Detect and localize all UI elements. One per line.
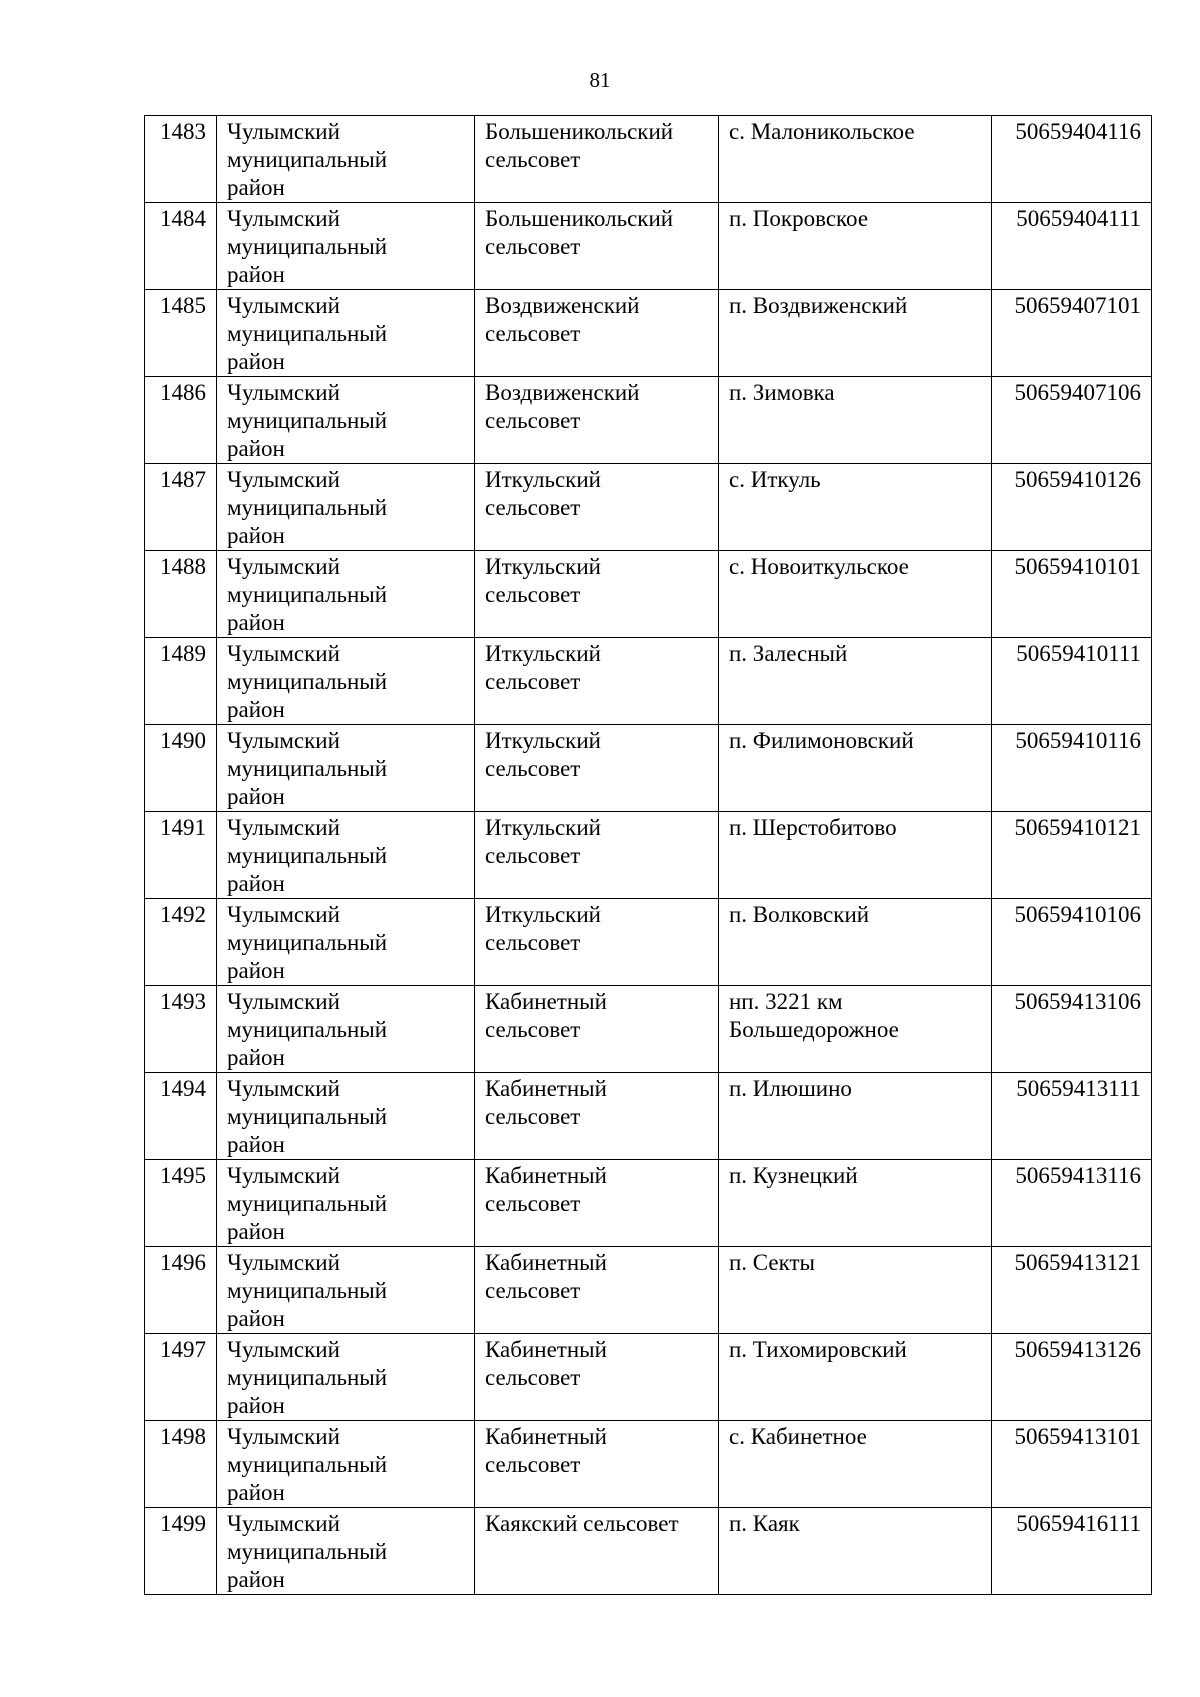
table-row [145, 1160, 1152, 1247]
council-cell [475, 1421, 719, 1508]
council-cell [475, 377, 719, 464]
district-cell [217, 1160, 475, 1247]
district-cell-text: Чулымский муниципальный район [227, 119, 388, 200]
council-cell [475, 986, 719, 1073]
council-cell [475, 638, 719, 725]
settlement-cell-text: п. Воздвиженский [729, 293, 908, 318]
oktmo-code-cell-text: 50659410101 [1014, 554, 1141, 579]
council-cell [475, 1508, 719, 1595]
settlement-cell-text: с. Новоиткульское [729, 554, 909, 579]
row-number-cell [145, 638, 217, 725]
settlement-cell-text: с. Иткуль [729, 467, 821, 492]
oktmo-code-cell [992, 1247, 1152, 1334]
settlements-table [144, 115, 1152, 1595]
row-number-cell [145, 899, 217, 986]
oktmo-code-cell [992, 1334, 1152, 1421]
district-cell [217, 1421, 475, 1508]
settlement-cell [719, 290, 992, 377]
oktmo-code-cell-text: 50659410121 [1014, 815, 1141, 840]
council-cell-text: Иткульский сельсовет [485, 467, 601, 520]
row-number-cell [145, 1073, 217, 1160]
settlement-cell [719, 377, 992, 464]
row-number-cell-text: 1497 [160, 1337, 206, 1362]
settlement-cell [719, 1508, 992, 1595]
oktmo-code-cell [992, 812, 1152, 899]
row-number-cell-text: 1483 [160, 119, 206, 144]
row-number-cell [145, 1508, 217, 1595]
table-row [145, 203, 1152, 290]
row-number-cell [145, 1247, 217, 1334]
page-number: 81 [589, 68, 611, 92]
council-cell-text: Иткульский сельсовет [485, 641, 601, 694]
district-cell [217, 1073, 475, 1160]
oktmo-code-cell [992, 464, 1152, 551]
district-cell-text: Чулымский муниципальный район [227, 641, 388, 722]
settlement-cell [719, 1334, 992, 1421]
council-cell-text: Каякский сельсовет [485, 1511, 679, 1536]
row-number-cell [145, 1421, 217, 1508]
row-number-cell [145, 1160, 217, 1247]
oktmo-code-cell [992, 638, 1152, 725]
district-cell-text: Чулымский муниципальный район [227, 728, 388, 809]
oktmo-code-cell [992, 551, 1152, 638]
council-cell-text: Иткульский сельсовет [485, 728, 601, 781]
settlement-cell [719, 203, 992, 290]
row-number-cell-text: 1489 [160, 641, 206, 666]
district-cell-text: Чулымский муниципальный район [227, 1250, 388, 1331]
settlement-cell [719, 116, 992, 203]
district-cell-text: Чулымский муниципальный район [227, 380, 388, 461]
council-cell [475, 551, 719, 638]
row-number-cell-text: 1486 [160, 380, 206, 405]
oktmo-code-cell [992, 377, 1152, 464]
table-row [145, 551, 1152, 638]
district-cell-text: Чулымский муниципальный район [227, 206, 388, 287]
council-cell [475, 290, 719, 377]
table-row [145, 1334, 1152, 1421]
settlement-cell-text: п. Зимовка [729, 380, 835, 405]
oktmo-code-cell [992, 725, 1152, 812]
row-number-cell [145, 290, 217, 377]
council-cell-text: Иткульский сельсовет [485, 554, 601, 607]
settlement-cell-text: п. Тихомировский [729, 1337, 907, 1362]
table-row [145, 899, 1152, 986]
settlement-cell [719, 1073, 992, 1160]
table-row [145, 638, 1152, 725]
settlement-cell [719, 812, 992, 899]
council-cell [475, 1160, 719, 1247]
council-cell-text: Кабинетный сельсовет [485, 989, 607, 1042]
council-cell-text: Большеникольский сельсовет [485, 119, 674, 172]
row-number-cell-text: 1496 [160, 1250, 206, 1275]
table-row [145, 1421, 1152, 1508]
council-cell-text: Иткульский сельсовет [485, 902, 601, 955]
settlement-cell-text: п. Шерстобитово [729, 815, 897, 840]
oktmo-code-cell [992, 203, 1152, 290]
row-number-cell [145, 551, 217, 638]
table-row [145, 1073, 1152, 1160]
table-row [145, 290, 1152, 377]
district-cell [217, 1334, 475, 1421]
oktmo-code-cell-text: 50659410106 [1014, 902, 1141, 927]
district-cell-text: Чулымский муниципальный район [227, 1511, 388, 1592]
oktmo-code-cell [992, 1421, 1152, 1508]
council-cell [475, 1334, 719, 1421]
row-number-cell [145, 203, 217, 290]
council-cell [475, 116, 719, 203]
settlement-cell [719, 986, 992, 1073]
district-cell [217, 812, 475, 899]
council-cell [475, 1247, 719, 1334]
settlement-cell-text: с. Малоникольское [729, 119, 915, 144]
district-cell-text: Чулымский муниципальный район [227, 989, 388, 1070]
oktmo-code-cell-text: 50659413111 [1016, 1076, 1141, 1101]
settlement-cell-text: п. Кузнецкий [729, 1163, 858, 1188]
row-number-cell-text: 1491 [160, 815, 206, 840]
district-cell [217, 116, 475, 203]
row-number-cell-text: 1498 [160, 1424, 206, 1449]
settlement-cell [719, 1160, 992, 1247]
settlement-cell [719, 638, 992, 725]
district-cell [217, 725, 475, 812]
table-body [145, 116, 1152, 1595]
row-number-cell [145, 725, 217, 812]
row-number-cell [145, 377, 217, 464]
council-cell [475, 203, 719, 290]
district-cell-text: Чулымский муниципальный район [227, 902, 388, 983]
settlement-cell-text: с. Кабинетное [729, 1424, 867, 1449]
council-cell-text: Кабинетный сельсовет [485, 1424, 607, 1477]
district-cell-text: Чулымский муниципальный район [227, 1337, 388, 1418]
settlement-cell [719, 551, 992, 638]
district-cell [217, 638, 475, 725]
council-cell [475, 725, 719, 812]
row-number-cell-text: 1485 [160, 293, 206, 318]
district-cell-text: Чулымский муниципальный район [227, 554, 388, 635]
district-cell [217, 551, 475, 638]
oktmo-code-cell [992, 986, 1152, 1073]
row-number-cell-text: 1487 [160, 467, 206, 492]
settlement-cell-text: нп. 3221 км Большедорожное [729, 989, 899, 1042]
oktmo-code-cell [992, 899, 1152, 986]
district-cell [217, 203, 475, 290]
district-cell [217, 464, 475, 551]
district-cell-text: Чулымский муниципальный район [227, 1076, 388, 1157]
row-number-cell-text: 1495 [160, 1163, 206, 1188]
oktmo-code-cell [992, 1508, 1152, 1595]
district-cell-text: Чулымский муниципальный район [227, 467, 388, 548]
oktmo-code-cell-text: 50659416111 [1016, 1511, 1141, 1536]
settlement-cell [719, 464, 992, 551]
oktmo-code-cell-text: 50659410126 [1014, 467, 1141, 492]
table-row [145, 725, 1152, 812]
council-cell-text: Кабинетный сельсовет [485, 1163, 607, 1216]
council-cell [475, 1073, 719, 1160]
oktmo-code-cell-text: 50659413121 [1014, 1250, 1141, 1275]
oktmo-code-cell-text: 50659413106 [1014, 989, 1141, 1014]
row-number-cell-text: 1488 [160, 554, 206, 579]
settlement-cell-text: п. Илюшино [729, 1076, 852, 1101]
oktmo-code-cell [992, 116, 1152, 203]
row-number-cell [145, 464, 217, 551]
settlement-cell-text: п. Филимоновский [729, 728, 914, 753]
oktmo-code-cell-text: 50659410111 [1016, 641, 1141, 666]
row-number-cell-text: 1492 [160, 902, 206, 927]
settlement-cell-text: п. Волковский [729, 902, 870, 927]
settlement-cell-text: п. Залесный [729, 641, 848, 666]
oktmo-code-cell [992, 1073, 1152, 1160]
council-cell-text: Кабинетный сельсовет [485, 1076, 607, 1129]
table-row [145, 377, 1152, 464]
district-cell [217, 1247, 475, 1334]
settlement-cell-text: п. Покровское [729, 206, 869, 231]
table-row [145, 464, 1152, 551]
oktmo-code-cell-text: 50659413101 [1014, 1424, 1141, 1449]
council-cell [475, 812, 719, 899]
table-row [145, 812, 1152, 899]
oktmo-code-cell-text: 50659404111 [1016, 206, 1141, 231]
row-number-cell [145, 116, 217, 203]
district-cell [217, 290, 475, 377]
table-row [145, 1247, 1152, 1334]
council-cell-text: Воздвиженский сельсовет [485, 380, 640, 433]
oktmo-code-cell-text: 50659413116 [1015, 1163, 1141, 1188]
district-cell [217, 377, 475, 464]
settlement-cell [719, 899, 992, 986]
council-cell-text: Кабинетный сельсовет [485, 1337, 607, 1390]
row-number-cell [145, 986, 217, 1073]
row-number-cell-text: 1499 [160, 1511, 206, 1536]
oktmo-code-cell-text: 50659413126 [1014, 1337, 1141, 1362]
table-row [145, 1508, 1152, 1595]
settlement-cell [719, 1247, 992, 1334]
row-number-cell-text: 1494 [160, 1076, 206, 1101]
council-cell-text: Воздвиженский сельсовет [485, 293, 640, 346]
oktmo-code-cell [992, 1160, 1152, 1247]
council-cell [475, 899, 719, 986]
oktmo-code-cell-text: 50659404116 [1015, 119, 1141, 144]
oktmo-code-cell [992, 290, 1152, 377]
council-cell-text: Иткульский сельсовет [485, 815, 601, 868]
oktmo-code-cell-text: 50659410116 [1015, 728, 1141, 753]
settlement-cell-text: п. Секты [729, 1250, 816, 1275]
table-row [145, 116, 1152, 203]
oktmo-code-cell-text: 50659407101 [1014, 293, 1141, 318]
council-cell [475, 464, 719, 551]
row-number-cell [145, 1334, 217, 1421]
district-cell-text: Чулымский муниципальный район [227, 1163, 388, 1244]
table-row [145, 986, 1152, 1073]
row-number-cell [145, 812, 217, 899]
district-cell-text: Чулымский муниципальный район [227, 815, 388, 896]
district-cell [217, 986, 475, 1073]
district-cell [217, 899, 475, 986]
row-number-cell-text: 1484 [160, 206, 206, 231]
row-number-cell-text: 1493 [160, 989, 206, 1014]
district-cell-text: Чулымский муниципальный район [227, 293, 388, 374]
district-cell-text: Чулымский муниципальный район [227, 1424, 388, 1505]
oktmo-code-cell-text: 50659407106 [1014, 380, 1141, 405]
settlement-cell-text: п. Каяк [729, 1511, 800, 1536]
settlement-cell [719, 1421, 992, 1508]
row-number-cell-text: 1490 [160, 728, 206, 753]
district-cell [217, 1508, 475, 1595]
settlement-cell [719, 725, 992, 812]
council-cell-text: Кабинетный сельсовет [485, 1250, 607, 1303]
council-cell-text: Большеникольский сельсовет [485, 206, 674, 259]
